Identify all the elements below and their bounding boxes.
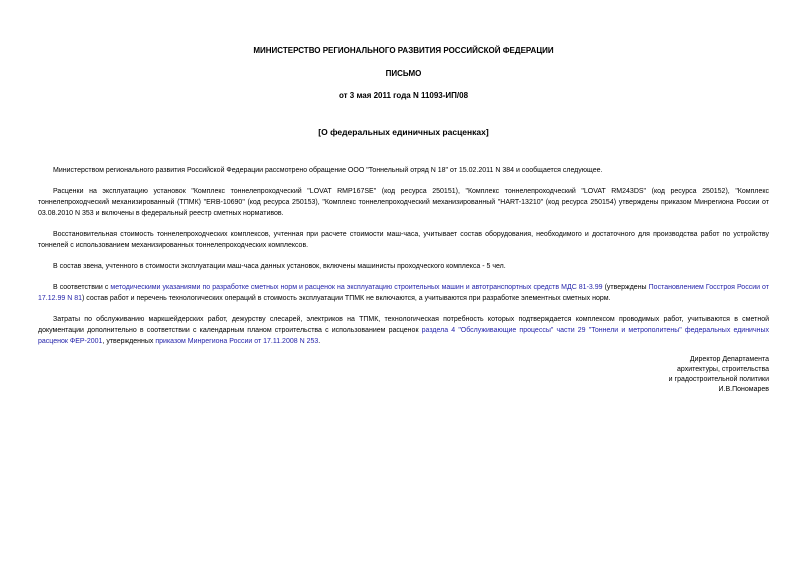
signature-block	[669, 355, 769, 395]
document-body	[38, 165, 769, 347]
link-order-253[interactable]: приказом Минрегиона России от 17.11.2008 N 253	[155, 338, 319, 345]
signature-line-1: Директор Департамента	[689, 356, 769, 363]
paragraph-1: Министерством регионального развития Российской Федерации рассмотрено обращение ООО "Тоннельный отряд N 18" от 15.02.2011 N 384 и сообщается следующее.	[53, 167, 603, 174]
paragraph-3: Восстановительная стоимость тоннелепроходческих комплексов, учтенная при расчете стоимости маш-часа, учитывает состав оборудования, необходимого и достаточного для производства работ по устройству тоннелей с использованием механизированных тоннелепроходческих комплексов.	[38, 231, 769, 249]
paragraph-6	[38, 314, 769, 347]
paragraph-2: Расценки на эксплуатацию установок "Комплекс тоннелепроходческий "LOVAT RMP167SE" (код ресурса 250151), "Комплекс тоннелепроходческий "LOVAT RM243DS" (код ресурса 250152), "Комплекс тоннелепроходческий механизированный (ТПМК) "ERB-10690" (код ресурса 250153), "Комплекс тоннелепроходческий механизированный "HART-13210" (код ресурса 250154) утверждены приказом Минрегиона России от 03.08.2010 N 353 и включены в федеральный реестр сметных нормативов.	[38, 188, 769, 217]
signature-line-3: и градостроительной политики	[668, 376, 769, 383]
paragraph-5-text-3: ) состав работ и перечень технологических операций в стоимость эксплуатации ТПМК не включаются, а учитываются при разработке элементных сметных норм.	[81, 295, 611, 302]
document-date-number: от 3 мая 2011 года N 11093-ИП/08	[338, 91, 469, 100]
paragraph-5-text-2: (утверждены	[602, 284, 649, 291]
paragraph-6-text-3: .	[318, 338, 321, 345]
paragraph-6-text-2: , утвержденных	[102, 338, 156, 345]
paragraph-6-text-1: Затраты по обслуживанию маркшейдерских работ, дежурству слесарей, электриков на ТПМК, технологическая потребность которых подтверждается комплексом проводимых работ, учитываются в сметной документации дополнительно в соответствии с календарным планом строительства с использованием расценок	[38, 316, 769, 334]
signature-name: И.В.Пономарев	[718, 386, 769, 393]
paragraph-5-text-1: В соответствии с	[53, 284, 111, 291]
document-subject: [О федеральных единичных расценках]	[318, 127, 489, 137]
document-type: ПИСЬМО	[385, 69, 422, 78]
paragraph-4: В состав звена, учтенного в стоимости эксплуатации маш-часа данных установок, включены машинисты проходческого комплекса - 5 чел.	[53, 263, 506, 270]
ministry-title: МИНИСТЕРСТВО РЕГИОНАЛЬНОГО РАЗВИТИЯ РОССИЙСКОЙ ФЕДЕРАЦИИ	[253, 46, 554, 55]
paragraph-5	[38, 282, 769, 304]
link-gosstroy-resolution-81[interactable]: Постановлением Госстроя России от 17.12.99 N 81	[38, 284, 770, 302]
link-fer-2001-section-4[interactable]: раздела 4 "Обслуживающие процессы" части 29 "Тоннели и метрополитены" федеральных единичных расценок ФЕР-2001	[38, 327, 770, 345]
link-mds-81-3-99[interactable]: методическими указаниями по разработке сметных норм и расценок на эксплуатацию строительных машин и автотранспортных средств МДС 81-3.99	[110, 284, 603, 291]
signature-line-2: архитектуры, строительства	[677, 366, 769, 373]
